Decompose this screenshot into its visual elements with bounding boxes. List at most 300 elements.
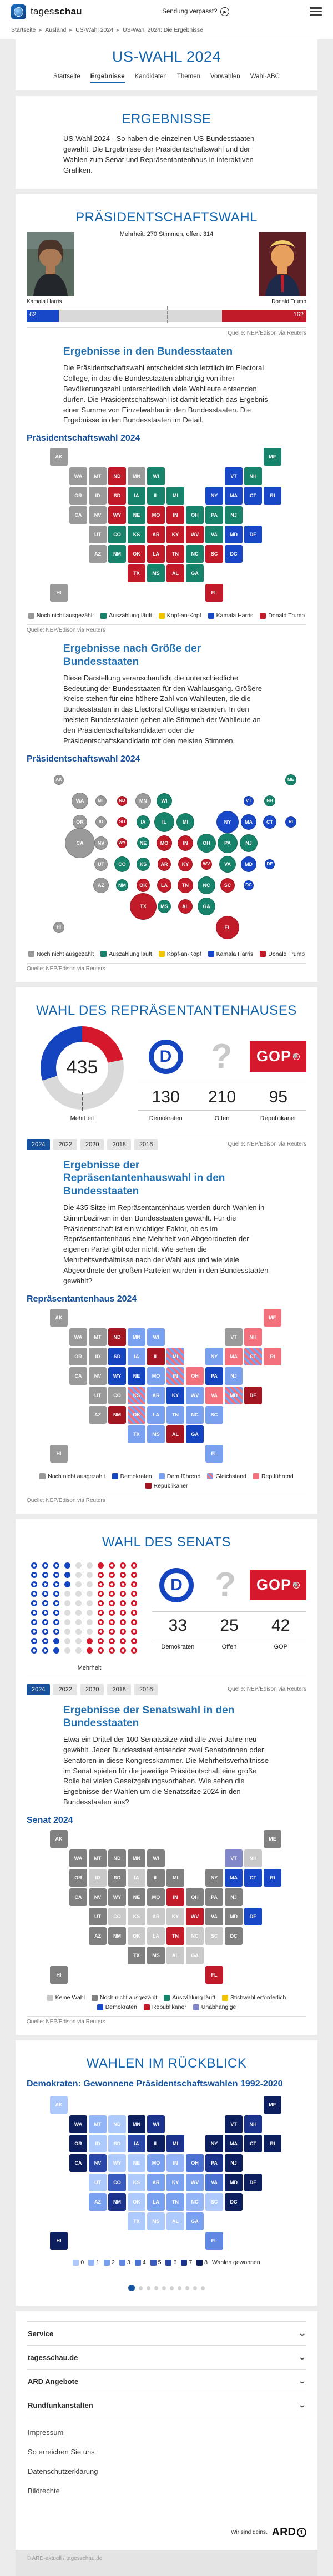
- state-bubble-WY[interactable]: WY: [117, 838, 127, 848]
- state-tile-AZ[interactable]: AZ: [89, 1406, 107, 1424]
- year-tab-2020[interactable]: 2020: [80, 1684, 104, 1695]
- state-tile-MS[interactable]: MS: [147, 1425, 165, 1443]
- state-tile-NE[interactable]: NE: [128, 1367, 145, 1385]
- state-tile-GA[interactable]: GA: [186, 564, 204, 582]
- state-tile-MS[interactable]: MS: [147, 564, 165, 582]
- play-icon[interactable]: ▶: [220, 7, 229, 16]
- state-tile-UT[interactable]: UT: [89, 2174, 107, 2191]
- state-tile-CO[interactable]: CO: [108, 1908, 126, 1925]
- state-tile-RI[interactable]: RI: [264, 487, 281, 505]
- state-tile-VT[interactable]: VT: [225, 467, 243, 485]
- state-tile-AL[interactable]: AL: [167, 1425, 184, 1443]
- carousel-dot[interactable]: [170, 2286, 174, 2290]
- state-tile-UT[interactable]: UT: [89, 1908, 107, 1925]
- state-tile-WY[interactable]: WY: [108, 2154, 126, 2172]
- state-bubble-CT[interactable]: CT: [263, 815, 276, 829]
- state-tile-ID[interactable]: ID: [89, 487, 107, 505]
- state-tile-WV[interactable]: WV: [186, 2174, 204, 2191]
- state-tile-MD[interactable]: MD: [225, 1387, 243, 1404]
- breadcrumb-item[interactable]: US-Wahl 2024: [75, 27, 114, 33]
- state-tile-IL[interactable]: IL: [147, 487, 165, 505]
- state-tile-NV[interactable]: NV: [89, 1367, 107, 1385]
- state-bubble-ID[interactable]: ID: [95, 816, 107, 828]
- state-tile-NC[interactable]: NC: [186, 2193, 204, 2211]
- state-tile-PA[interactable]: PA: [205, 506, 223, 524]
- state-tile-PA[interactable]: PA: [205, 1888, 223, 1906]
- state-tile-SD[interactable]: SD: [108, 1869, 126, 1887]
- carousel-dot[interactable]: [154, 2286, 158, 2290]
- carousel-dot[interactable]: [185, 2286, 189, 2290]
- state-tile-RI[interactable]: RI: [264, 1869, 281, 1887]
- state-tile-NY[interactable]: NY: [205, 1348, 223, 1365]
- state-tile-OH[interactable]: OH: [186, 1888, 204, 1906]
- state-tile-MA[interactable]: MA: [225, 2135, 243, 2152]
- state-tile-MD[interactable]: MD: [225, 1908, 243, 1925]
- state-tile-NJ[interactable]: NJ: [225, 506, 243, 524]
- state-tile-MT[interactable]: MT: [89, 2115, 107, 2133]
- carousel-dot[interactable]: [193, 2286, 197, 2290]
- state-tile-CA[interactable]: CA: [69, 1888, 87, 1906]
- state-tile-MI[interactable]: MI: [167, 2135, 184, 2152]
- state-tile-MS[interactable]: MS: [147, 1947, 165, 1964]
- state-bubble-MD[interactable]: MD: [241, 856, 256, 872]
- state-tile-KY[interactable]: KY: [167, 1387, 184, 1404]
- footer-accordion-service[interactable]: [27, 2321, 306, 2345]
- tab-ergebnisse[interactable]: Ergebnisse: [90, 73, 125, 83]
- breadcrumb-item[interactable]: Ausland: [45, 27, 67, 33]
- state-tile-SC[interactable]: SC: [205, 2193, 223, 2211]
- state-tile-OH[interactable]: OH: [186, 2154, 204, 2172]
- state-tile-MT[interactable]: MT: [89, 1328, 107, 1346]
- state-bubble-ME[interactable]: ME: [285, 774, 296, 785]
- state-tile-ME[interactable]: ME: [264, 1309, 281, 1327]
- state-tile-TX[interactable]: TX: [128, 2212, 145, 2230]
- state-tile-OK[interactable]: OK: [128, 1927, 145, 1945]
- state-bubble-GA[interactable]: GA: [198, 898, 215, 915]
- breadcrumb-item[interactable]: US-Wahl 2024: Die Ergebnisse: [122, 27, 203, 33]
- state-tile-WA[interactable]: WA: [69, 1849, 87, 1867]
- state-tile-SC[interactable]: SC: [205, 545, 223, 563]
- state-tile-DC[interactable]: DC: [225, 2193, 243, 2211]
- state-tile-IL[interactable]: IL: [147, 1348, 165, 1365]
- state-tile-AK[interactable]: AK: [50, 1309, 68, 1327]
- state-tile-WA[interactable]: WA: [69, 2115, 87, 2133]
- year-tab-2022[interactable]: 2022: [53, 1684, 77, 1695]
- state-tile-WY[interactable]: WY: [108, 1367, 126, 1385]
- state-tile-AL[interactable]: AL: [167, 1947, 184, 1964]
- year-tab-2022[interactable]: 2022: [53, 1139, 77, 1150]
- year-tab-2018[interactable]: 2018: [107, 1139, 130, 1150]
- state-bubble-MO[interactable]: MO: [157, 835, 172, 851]
- carousel-dot[interactable]: [162, 2286, 166, 2290]
- state-tile-NM[interactable]: NM: [108, 2193, 126, 2211]
- state-bubble-VT[interactable]: VT: [244, 796, 254, 806]
- state-tile-SD[interactable]: SD: [108, 487, 126, 505]
- state-tile-ND[interactable]: ND: [108, 467, 126, 485]
- state-bubble-NY[interactable]: NY: [216, 811, 239, 833]
- year-tab-2024[interactable]: 2024: [27, 1139, 50, 1150]
- state-bubble-IL[interactable]: IL: [154, 812, 174, 832]
- state-tile-OH[interactable]: OH: [186, 1367, 204, 1385]
- state-bubble-WA[interactable]: WA: [72, 793, 88, 809]
- state-tile-DE[interactable]: DE: [244, 2174, 262, 2191]
- state-tile-MI[interactable]: MI: [167, 1348, 184, 1365]
- state-tile-MO[interactable]: MO: [147, 506, 165, 524]
- state-bubble-OR[interactable]: OR: [73, 815, 87, 829]
- state-tile-TX[interactable]: TX: [128, 1425, 145, 1443]
- state-tile-AK[interactable]: AK: [50, 1830, 68, 1848]
- state-tile-WI[interactable]: WI: [147, 2115, 165, 2133]
- tab-themen[interactable]: Themen: [176, 73, 200, 80]
- year-tab-2016[interactable]: 2016: [134, 1139, 158, 1150]
- state-tile-NE[interactable]: NE: [128, 2154, 145, 2172]
- state-tile-NC[interactable]: NC: [186, 1927, 204, 1945]
- state-tile-AK[interactable]: AK: [50, 2096, 68, 2114]
- state-bubble-KS[interactable]: KS: [137, 858, 150, 871]
- state-bubble-WV[interactable]: WV: [201, 859, 212, 870]
- state-tile-OR[interactable]: OR: [69, 2135, 87, 2152]
- state-tile-ME[interactable]: ME: [264, 1830, 281, 1848]
- state-tile-OK[interactable]: OK: [128, 545, 145, 563]
- state-bubble-DC[interactable]: DC: [244, 880, 254, 890]
- state-tile-LA[interactable]: LA: [147, 2193, 165, 2211]
- state-tile-GA[interactable]: GA: [186, 1947, 204, 1964]
- state-tile-IN[interactable]: IN: [167, 1888, 184, 1906]
- state-bubble-TN[interactable]: TN: [178, 878, 193, 893]
- state-tile-TN[interactable]: TN: [167, 2193, 184, 2211]
- state-tile-HI[interactable]: HI: [50, 1966, 68, 1984]
- state-bubble-MI[interactable]: MI: [176, 813, 194, 831]
- state-tile-WI[interactable]: WI: [147, 467, 165, 485]
- state-tile-CO[interactable]: CO: [108, 526, 126, 543]
- state-tile-MN[interactable]: MN: [128, 1849, 145, 1867]
- state-tile-RI[interactable]: RI: [264, 2135, 281, 2152]
- breadcrumb: [0, 23, 333, 39]
- state-tile-DC[interactable]: DC: [225, 1927, 243, 1945]
- state-tile-CA[interactable]: CA: [69, 1367, 87, 1385]
- state-tile-VA[interactable]: VA: [205, 1387, 223, 1404]
- state-tile-VA[interactable]: VA: [205, 1908, 223, 1925]
- state-tile-DE[interactable]: DE: [244, 1908, 262, 1925]
- state-tile-MD[interactable]: MD: [225, 526, 243, 543]
- carousel-dot[interactable]: [128, 2285, 135, 2291]
- state-tile-GA[interactable]: GA: [186, 1425, 204, 1443]
- state-tile-NH[interactable]: NH: [244, 467, 262, 485]
- carousel-dot[interactable]: [147, 2286, 150, 2290]
- state-tile-VT[interactable]: VT: [225, 1849, 243, 1867]
- senate-seat-dot: [131, 1572, 137, 1578]
- state-bubble-WI[interactable]: WI: [157, 793, 172, 809]
- state-tile-UT[interactable]: UT: [89, 526, 107, 543]
- state-tile-MT[interactable]: MT: [89, 467, 107, 485]
- state-bubble-LA[interactable]: LA: [157, 878, 171, 893]
- state-tile-DC[interactable]: DC: [225, 545, 243, 563]
- state-tile-NJ[interactable]: NJ: [225, 2154, 243, 2172]
- state-tile-NE[interactable]: NE: [128, 1888, 145, 1906]
- state-tile-IA[interactable]: IA: [128, 2135, 145, 2152]
- state-tile-CT[interactable]: CT: [244, 487, 262, 505]
- year-tab-2016[interactable]: 2016: [134, 1684, 158, 1695]
- state-tile-SC[interactable]: SC: [205, 1927, 223, 1945]
- state-tile-NJ[interactable]: NJ: [225, 1888, 243, 1906]
- state-tile-AL[interactable]: AL: [167, 2212, 184, 2230]
- state-tile-GA[interactable]: GA: [186, 2212, 204, 2230]
- footer-accordion-rundfunkanstalten[interactable]: [27, 2393, 306, 2417]
- state-tile-MA[interactable]: MA: [225, 1348, 243, 1365]
- footer-link-bildrechte[interactable]: Bildrechte: [28, 2487, 60, 2495]
- state-tile-MA[interactable]: MA: [225, 487, 243, 505]
- state-bubble-MN[interactable]: MN: [135, 793, 151, 809]
- state-tile-CA[interactable]: CA: [69, 2154, 87, 2172]
- state-tile-NY[interactable]: NY: [205, 2135, 223, 2152]
- state-tile-CO[interactable]: CO: [108, 1387, 126, 1404]
- state-tile-FL[interactable]: FL: [205, 584, 223, 602]
- state-tile-WI[interactable]: WI: [147, 1849, 165, 1867]
- state-tile-CT[interactable]: CT: [244, 1348, 262, 1365]
- state-tile-MD[interactable]: MD: [225, 2174, 243, 2191]
- year-tab-2020[interactable]: 2020: [80, 1139, 104, 1150]
- state-tile-IN[interactable]: IN: [167, 1367, 184, 1385]
- state-tile-NV[interactable]: NV: [89, 2154, 107, 2172]
- breadcrumb-item[interactable]: Startseite: [11, 27, 36, 33]
- state-tile-TN[interactable]: TN: [167, 545, 184, 563]
- state-tile-MT[interactable]: MT: [89, 1849, 107, 1867]
- state-tile-SC[interactable]: SC: [205, 1406, 223, 1424]
- year-tab-2024[interactable]: 2024: [27, 1684, 50, 1695]
- state-tile-NM[interactable]: NM: [108, 1406, 126, 1424]
- footer-accordion-ard-angebote[interactable]: [27, 2369, 306, 2393]
- state-tile-WY[interactable]: WY: [108, 1888, 126, 1906]
- state-tile-TX[interactable]: TX: [128, 1947, 145, 1964]
- state-tile-MS[interactable]: MS: [147, 2212, 165, 2230]
- tab-wahl-abc[interactable]: Wahl-ABC: [250, 73, 280, 80]
- state-tile-CT[interactable]: CT: [244, 2135, 262, 2152]
- state-bubble-HI[interactable]: HI: [53, 922, 64, 933]
- state-tile-TN[interactable]: TN: [167, 1927, 184, 1945]
- state-tile-NM[interactable]: NM: [108, 1927, 126, 1945]
- state-tile-PA[interactable]: PA: [205, 2154, 223, 2172]
- year-tab-2018[interactable]: 2018: [107, 1684, 130, 1695]
- state-tile-KY[interactable]: KY: [167, 1908, 184, 1925]
- state-tile-CA[interactable]: CA: [69, 506, 87, 524]
- state-tile-IL[interactable]: IL: [147, 2135, 165, 2152]
- state-tile-KS[interactable]: KS: [128, 2174, 145, 2191]
- open-question-icon: ?: [215, 1565, 236, 1604]
- state-tile-AR[interactable]: AR: [147, 1387, 165, 1404]
- state-tile-OR[interactable]: OR: [69, 487, 87, 505]
- state-tile-MA[interactable]: MA: [225, 1869, 243, 1887]
- state-tile-MN[interactable]: MN: [128, 2115, 145, 2133]
- state-tile-FL[interactable]: FL: [205, 2232, 223, 2250]
- state-tile-CO[interactable]: CO: [108, 2174, 126, 2191]
- state-tile-MN[interactable]: MN: [128, 467, 145, 485]
- state-tile-DE[interactable]: DE: [244, 526, 262, 543]
- carousel-dot[interactable]: [201, 2286, 205, 2290]
- state-bubble-UT[interactable]: UT: [94, 858, 108, 871]
- state-tile-LA[interactable]: LA: [147, 1406, 165, 1424]
- sendung-verpasst-label: Sendung verpasst?: [162, 8, 218, 15]
- state-tile-NY[interactable]: NY: [205, 1869, 223, 1887]
- state-bubble-AR[interactable]: AR: [158, 858, 171, 871]
- tagesschau-logo[interactable]: [11, 4, 82, 19]
- state-bubble-AK[interactable]: AK: [54, 775, 64, 785]
- tab-vorwahlen[interactable]: Vorwahlen: [210, 73, 240, 80]
- state-tile-ID[interactable]: ID: [89, 2135, 107, 2152]
- state-tile-ME[interactable]: ME: [264, 2096, 281, 2114]
- state-tile-LA[interactable]: LA: [147, 545, 165, 563]
- state-tile-IA[interactable]: IA: [128, 1348, 145, 1365]
- state-tile-AL[interactable]: AL: [167, 564, 184, 582]
- state-tile-SD[interactable]: SD: [108, 2135, 126, 2152]
- state-tile-FL[interactable]: FL: [205, 1445, 223, 1463]
- state-tile-NC[interactable]: NC: [186, 545, 204, 563]
- state-tile-VT[interactable]: VT: [225, 1328, 243, 1346]
- state-bubble-CA[interactable]: CA: [65, 828, 95, 858]
- state-tile-MN[interactable]: MN: [128, 1328, 145, 1346]
- state-bubble-TX[interactable]: TX: [130, 893, 157, 920]
- state-bubble-KY[interactable]: KY: [178, 857, 193, 871]
- state-tile-ND[interactable]: ND: [108, 2115, 126, 2133]
- state-tile-MI[interactable]: MI: [167, 487, 184, 505]
- state-bubble-NV[interactable]: NV: [94, 836, 108, 850]
- state-tile-WV[interactable]: WV: [186, 1387, 204, 1404]
- state-bubble-MS[interactable]: MS: [158, 900, 171, 913]
- state-bubble-RI[interactable]: RI: [285, 816, 296, 828]
- state-tile-OR[interactable]: OR: [69, 1348, 87, 1365]
- state-tile-KS[interactable]: KS: [128, 1387, 145, 1404]
- state-tile-KS[interactable]: KS: [128, 1908, 145, 1925]
- state-bubble-NC[interactable]: NC: [198, 876, 215, 894]
- state-bubble-FL[interactable]: FL: [216, 916, 239, 939]
- sendung-verpasst-link[interactable]: [162, 7, 229, 16]
- state-bubble-NH[interactable]: NH: [264, 795, 275, 806]
- state-tile-ND[interactable]: ND: [108, 1328, 126, 1346]
- state-tile-NE[interactable]: NE: [128, 506, 145, 524]
- state-tile-AR[interactable]: AR: [147, 2174, 165, 2191]
- state-tile-OK[interactable]: OK: [128, 1406, 145, 1424]
- state-tile-NH[interactable]: NH: [244, 1849, 262, 1867]
- state-tile-AZ[interactable]: AZ: [89, 2193, 107, 2211]
- state-tile-MO[interactable]: MO: [147, 1888, 165, 1906]
- state-tile-WA[interactable]: WA: [69, 1328, 87, 1346]
- state-tile-DE[interactable]: DE: [244, 1387, 262, 1404]
- state-tile-HI[interactable]: HI: [50, 1445, 68, 1463]
- state-bubble-DE[interactable]: DE: [265, 859, 275, 869]
- state-tile-AZ[interactable]: AZ: [89, 1927, 107, 1945]
- state-tile-MO[interactable]: MO: [147, 1367, 165, 1385]
- state-tile-AK[interactable]: AK: [50, 448, 68, 466]
- state-tile-WV[interactable]: WV: [186, 526, 204, 543]
- state-tile-NM[interactable]: NM: [108, 545, 126, 563]
- state-tile-TN[interactable]: TN: [167, 1406, 184, 1424]
- state-tile-VA[interactable]: VA: [205, 526, 223, 543]
- state-tile-HI[interactable]: HI: [50, 2232, 68, 2250]
- state-tile-FL[interactable]: FL: [205, 1966, 223, 1984]
- state-tile-VT[interactable]: VT: [225, 2115, 243, 2133]
- state-bubble-OK[interactable]: OK: [137, 879, 150, 892]
- state-tile-HI[interactable]: HI: [50, 584, 68, 602]
- state-tile-AR[interactable]: AR: [147, 1908, 165, 1925]
- state-bubble-AZ[interactable]: AZ: [93, 878, 109, 893]
- state-tile-TX[interactable]: TX: [128, 564, 145, 582]
- state-bubble-CO[interactable]: CO: [114, 856, 130, 872]
- state-bubble-IA[interactable]: IA: [137, 815, 150, 829]
- state-tile-VA[interactable]: VA: [205, 2174, 223, 2191]
- state-bubble-NM[interactable]: NM: [116, 879, 128, 891]
- state-bubble-IN[interactable]: IN: [178, 835, 193, 851]
- state-tile-IN[interactable]: IN: [167, 506, 184, 524]
- state-bubble-VA[interactable]: VA: [219, 856, 236, 873]
- state-bubble-ND[interactable]: ND: [117, 796, 127, 806]
- state-tile-AR[interactable]: AR: [147, 526, 165, 543]
- state-bubble-OH[interactable]: OH: [197, 834, 216, 853]
- state-tile-UT[interactable]: UT: [89, 1387, 107, 1404]
- state-bubble-SD[interactable]: SD: [117, 817, 127, 827]
- state-bubble-MT[interactable]: MT: [95, 795, 107, 806]
- state-tile-AZ[interactable]: AZ: [89, 545, 107, 563]
- state-tile-NV[interactable]: NV: [89, 506, 107, 524]
- state-tile-CT[interactable]: CT: [244, 1869, 262, 1887]
- tab-kandidaten[interactable]: Kandidaten: [134, 73, 167, 80]
- state-tile-WA[interactable]: WA: [69, 467, 87, 485]
- tab-startseite[interactable]: Startseite: [53, 73, 80, 80]
- state-tile-IL[interactable]: IL: [147, 1869, 165, 1887]
- state-tile-PA[interactable]: PA: [205, 1367, 223, 1385]
- state-tile-ME[interactable]: ME: [264, 448, 281, 466]
- state-tile-NJ[interactable]: NJ: [225, 1367, 243, 1385]
- state-tile-OH[interactable]: OH: [186, 506, 204, 524]
- state-tile-WI[interactable]: WI: [147, 1328, 165, 1346]
- state-bubble-SC[interactable]: SC: [220, 878, 235, 893]
- state-tile-WY[interactable]: WY: [108, 506, 126, 524]
- menu-icon[interactable]: [310, 5, 322, 18]
- state-tile-KY[interactable]: KY: [167, 526, 184, 543]
- state-tile-WV[interactable]: WV: [186, 1908, 204, 1925]
- state-tile-IA[interactable]: IA: [128, 1869, 145, 1887]
- state-tile-NY[interactable]: NY: [205, 487, 223, 505]
- state-tile-IA[interactable]: IA: [128, 487, 145, 505]
- carousel-dot[interactable]: [139, 2286, 143, 2290]
- state-tile-NC[interactable]: NC: [186, 1406, 204, 1424]
- state-tile-RI[interactable]: RI: [264, 1348, 281, 1365]
- state-tile-MO[interactable]: MO: [147, 2154, 165, 2172]
- footer-accordion-tagesschau-de[interactable]: [27, 2345, 306, 2369]
- state-tile-NH[interactable]: NH: [244, 1328, 262, 1346]
- state-tile-MI[interactable]: MI: [167, 1869, 184, 1887]
- state-tile-IN[interactable]: IN: [167, 2154, 184, 2172]
- state-bubble-NJ[interactable]: NJ: [240, 834, 258, 852]
- footer-link-datenschutzerklärung[interactable]: Datenschutzerklärung: [28, 2467, 98, 2476]
- state-tile-OK[interactable]: OK: [128, 2193, 145, 2211]
- state-bubble-MA[interactable]: MA: [241, 814, 256, 830]
- state-bubble-AL[interactable]: AL: [178, 899, 193, 914]
- state-bubble-NE[interactable]: NE: [137, 837, 149, 849]
- footer-link-so-erreichen-sie-uns[interactable]: So erreichen Sie uns: [28, 2448, 95, 2456]
- footer-link-impressum[interactable]: Impressum: [28, 2428, 64, 2437]
- state-tile-SD[interactable]: SD: [108, 1348, 126, 1365]
- state-tile-KY[interactable]: KY: [167, 2174, 184, 2191]
- state-tile-ID[interactable]: ID: [89, 1869, 107, 1887]
- state-tile-ND[interactable]: ND: [108, 1849, 126, 1867]
- state-tile-NV[interactable]: NV: [89, 1888, 107, 1906]
- state-bubble-PA[interactable]: PA: [218, 833, 238, 853]
- state-tile-LA[interactable]: LA: [147, 1927, 165, 1945]
- state-tile-NH[interactable]: NH: [244, 2115, 262, 2133]
- carousel-dot[interactable]: [178, 2286, 181, 2290]
- state-tile-KS[interactable]: KS: [128, 526, 145, 543]
- state-tile-OR[interactable]: OR: [69, 1869, 87, 1887]
- state-tile-ID[interactable]: ID: [89, 1348, 107, 1365]
